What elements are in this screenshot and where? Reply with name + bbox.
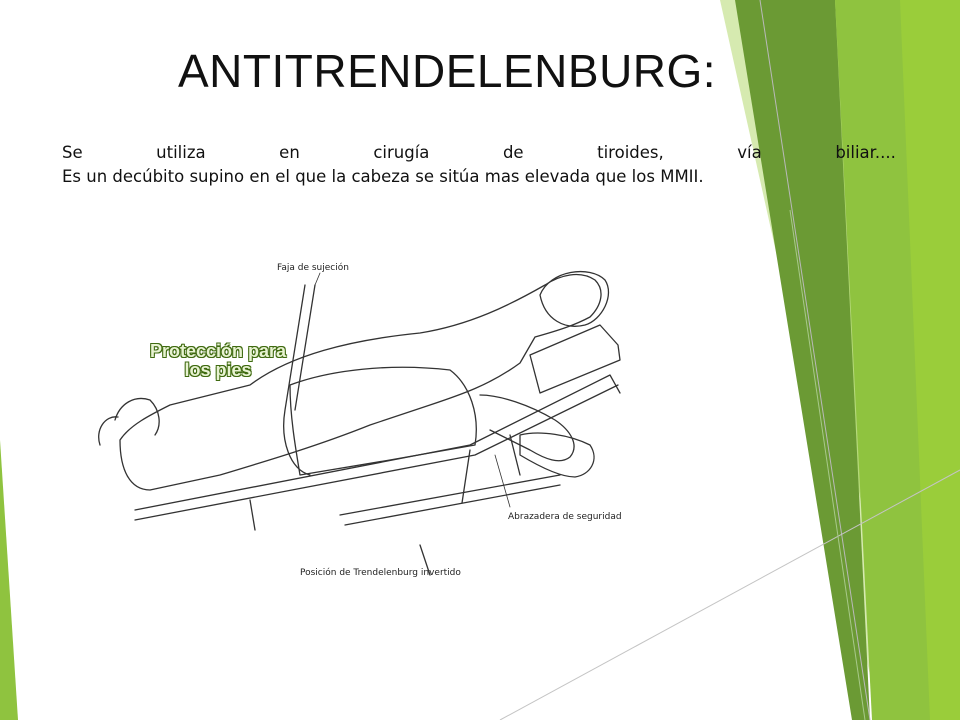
reverse-trendelenburg-illustration xyxy=(90,245,650,585)
slide-body xyxy=(62,141,896,189)
body-word: en xyxy=(279,143,300,162)
body-word: utiliza xyxy=(156,143,206,162)
slide-title: ANTITRENDELENBURG: xyxy=(178,45,717,97)
left-edge-stripe xyxy=(0,440,18,720)
body-word: vía xyxy=(737,143,762,162)
callout-line-1: Protección para xyxy=(149,341,287,361)
table-frame xyxy=(135,375,620,530)
patient-body xyxy=(120,275,601,490)
patient-arm xyxy=(480,395,574,461)
body-word: biliar.... xyxy=(835,143,896,162)
figure-caption: Posición de Trendelenburg invertido xyxy=(300,568,461,578)
body-line-1 xyxy=(62,141,896,165)
clamp-label: Abrazadera de seguridad xyxy=(508,512,622,522)
clamp-leader-line xyxy=(495,455,510,507)
table-base xyxy=(340,475,560,575)
feet-protection-callout xyxy=(128,342,308,380)
patient-feet xyxy=(99,399,159,445)
body-word: de xyxy=(502,143,524,162)
patient-head xyxy=(540,272,608,327)
strap-label: Faja de sujeción xyxy=(277,263,349,273)
body-word: tiroides, xyxy=(597,143,664,162)
strap-leader-line xyxy=(315,273,320,285)
body-word: Se xyxy=(62,143,83,162)
arm-support xyxy=(520,433,594,477)
body-word: cirugía xyxy=(373,143,430,162)
callout-line-2: los pies xyxy=(184,360,252,380)
body-line-2: Es un decúbito supino en el que la cabeza se sitúa mas elevada que los MMII. xyxy=(62,167,704,186)
